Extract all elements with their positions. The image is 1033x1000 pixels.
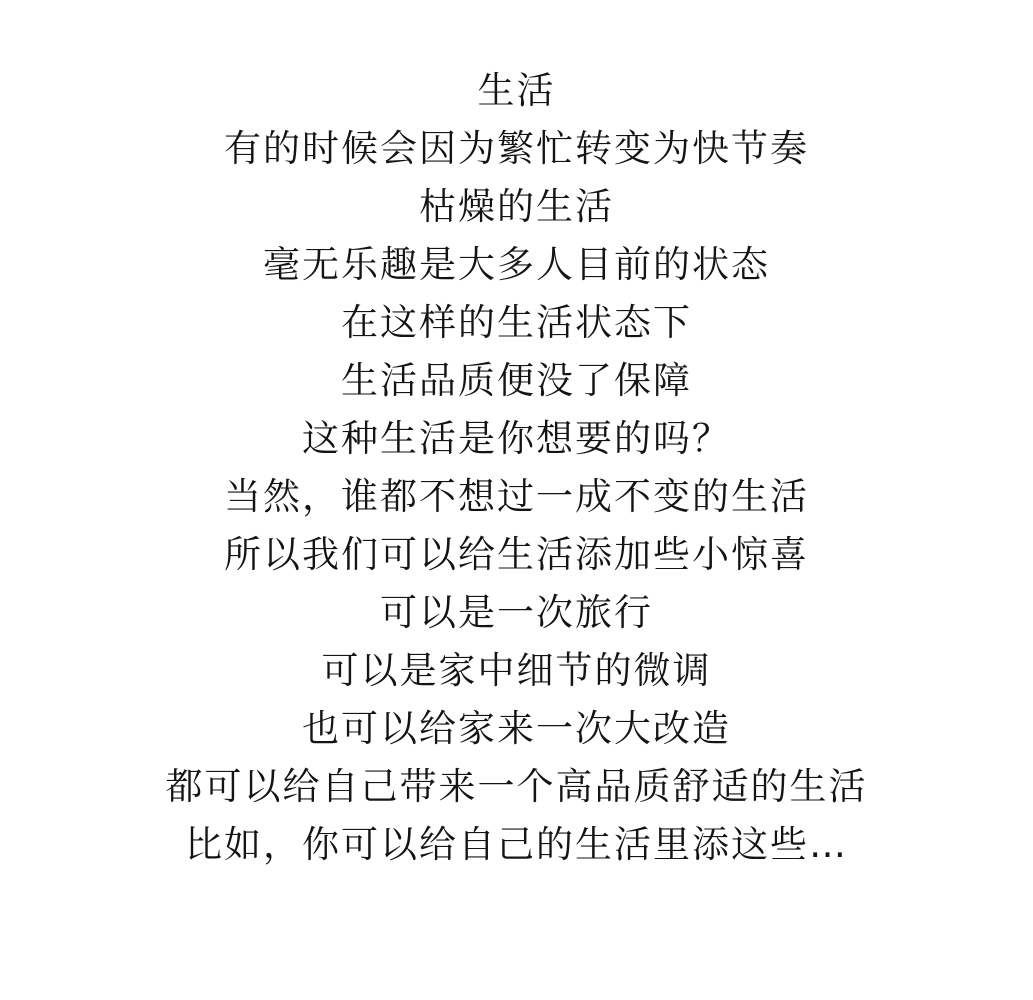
poem-line: 枯燥的生活 [419,185,614,228]
poem-line: 可以是家中细节的微调 [321,649,712,692]
poem-line: 可以是一次旅行 [380,591,653,634]
poem-line: 有的时候会因为繁忙转变为快节奏 [224,127,809,170]
poem-line: 也可以给家来一次大改造 [302,707,731,750]
poem-line: 都可以给自己带来一个高品质舒适的生活 [165,765,868,808]
poem-line: 在这样的生活状态下 [341,301,692,344]
poem-line: 所以我们可以给生活添加些小惊喜 [224,533,809,576]
poem-line: 生活品质便没了保障 [341,359,692,402]
poem-line: 这种生活是你想要的吗？ [302,417,731,460]
poem-line: 当然，谁都不想过一成不变的生活 [224,475,809,518]
poem-line: 生活 [477,69,556,112]
poem-line: 毫无乐趣是大多人目前的状态 [263,243,770,286]
poem-line: 比如，你可以给自己的生活里添这些… [185,823,848,866]
